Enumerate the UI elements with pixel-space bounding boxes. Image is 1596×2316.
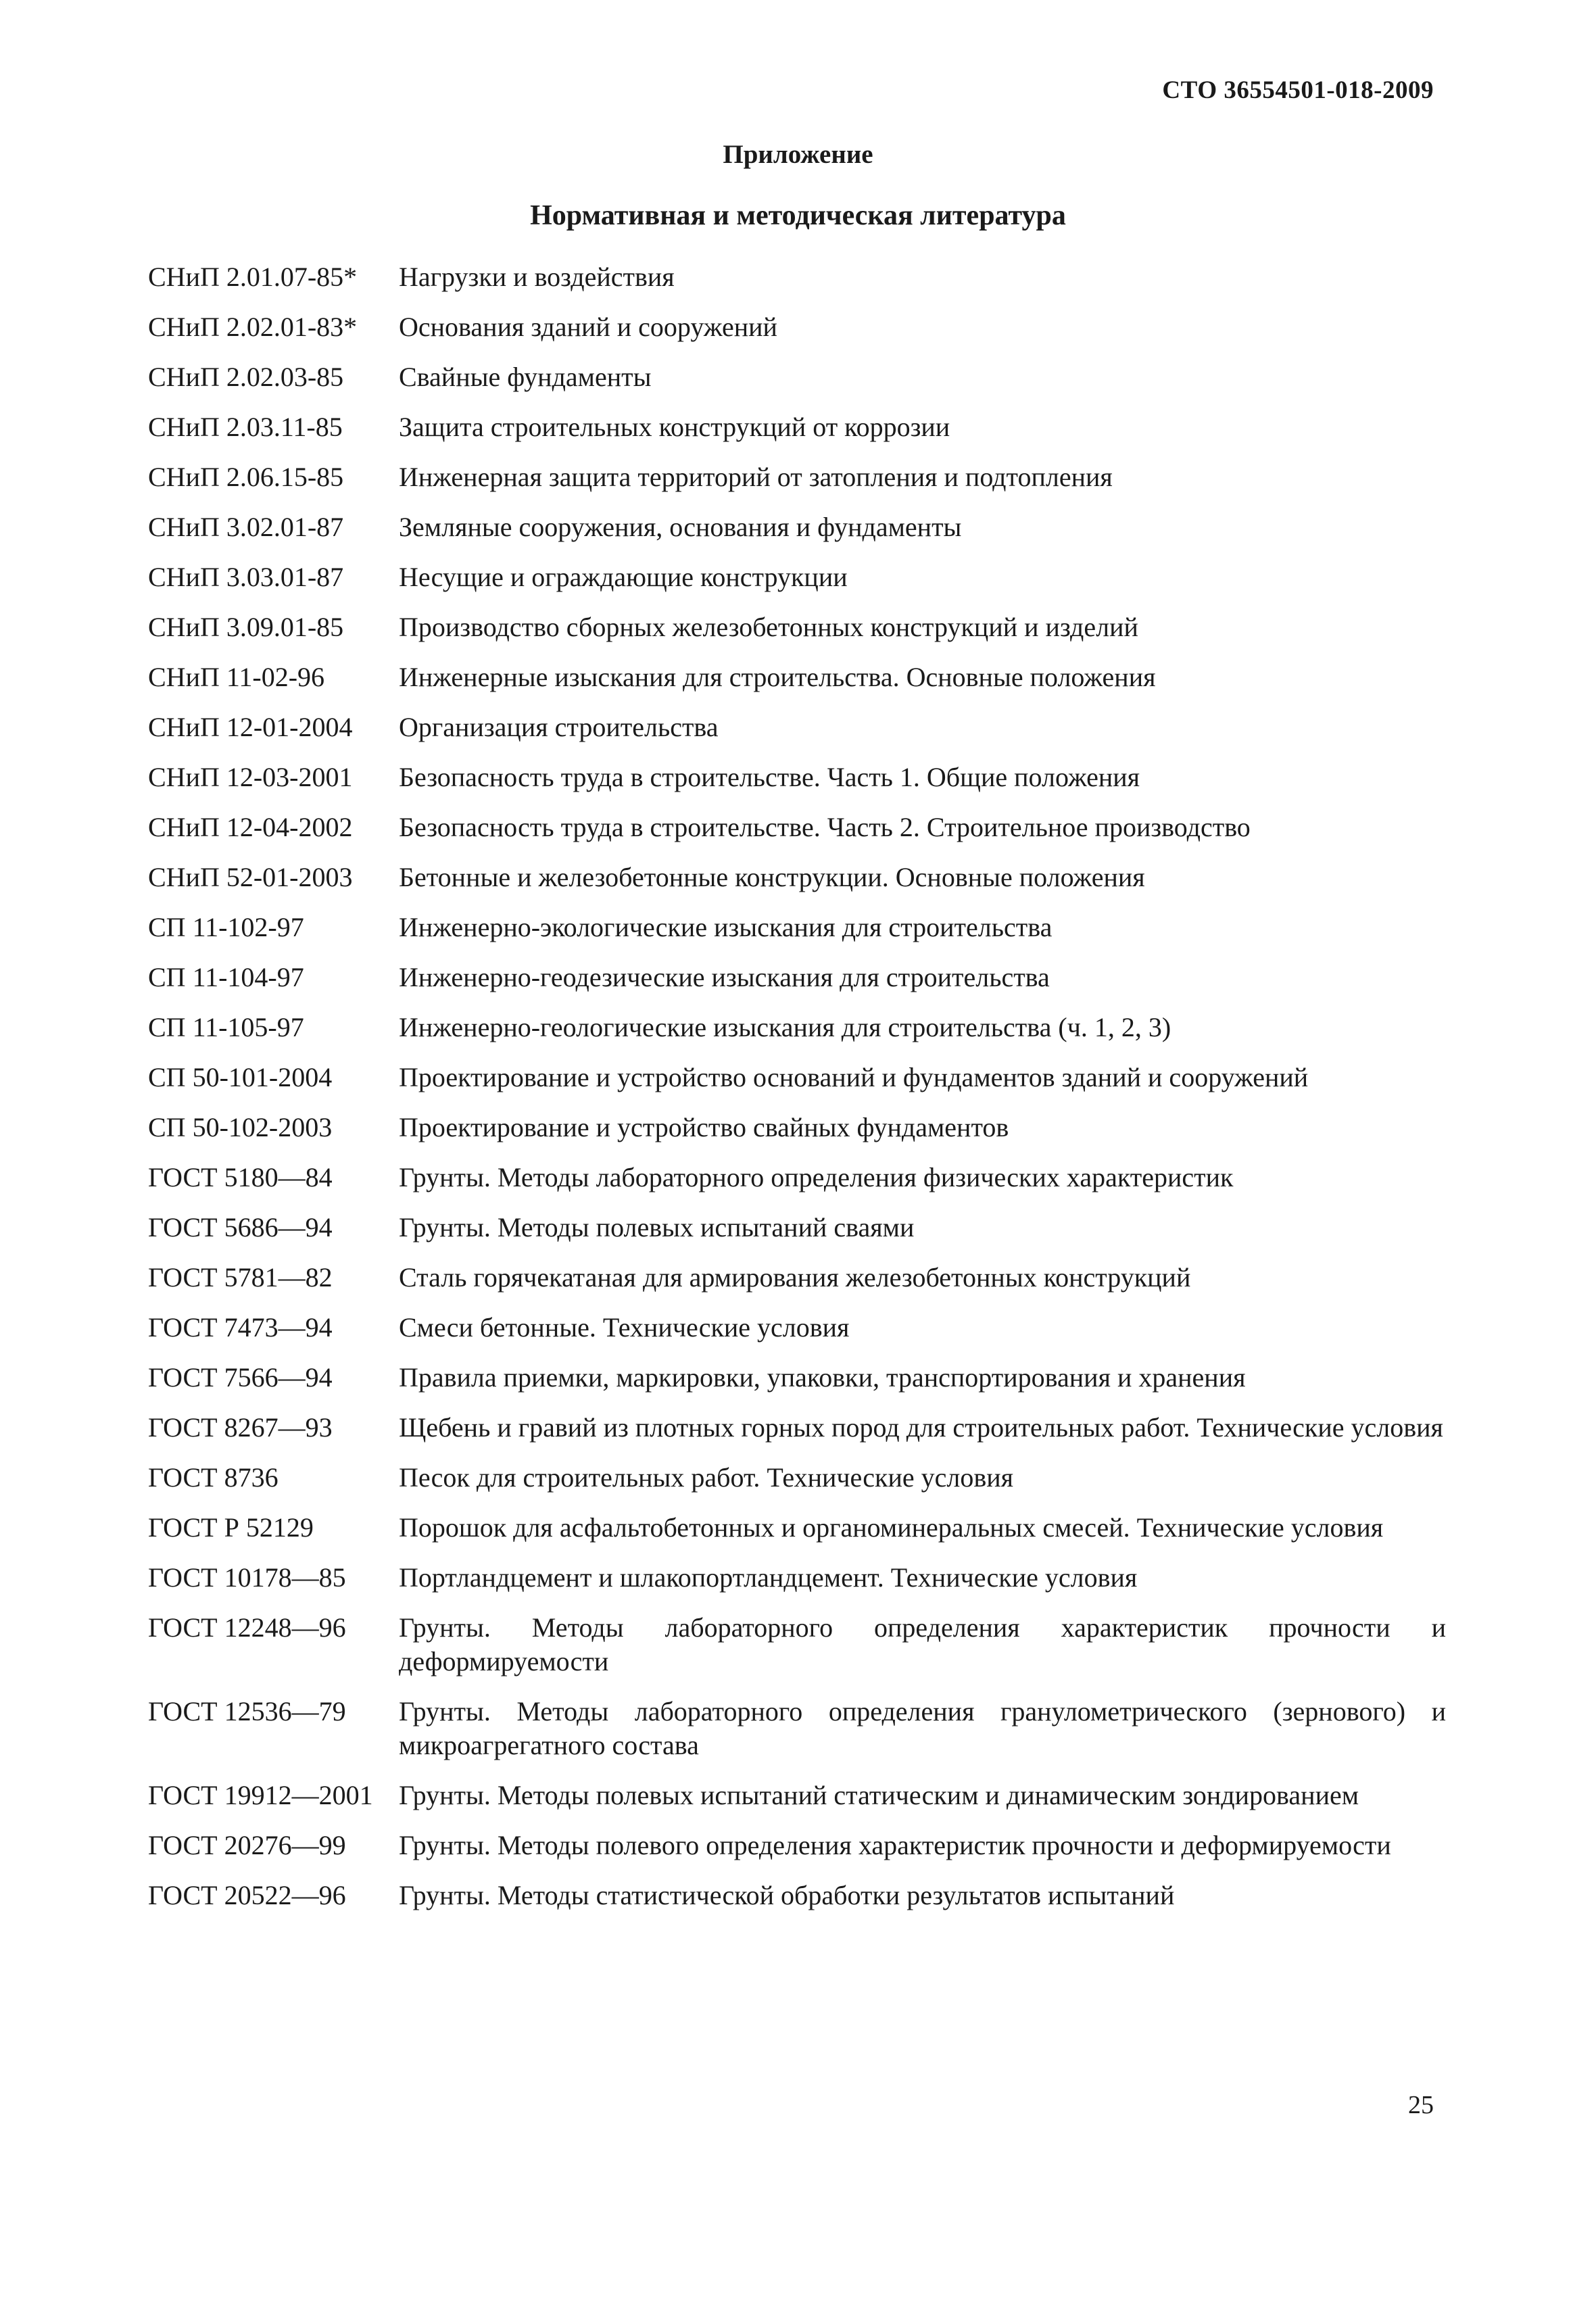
reference-list <box>148 260 1446 1912</box>
reference-code: СП 50-102-2003 <box>148 1112 333 1142</box>
reference-code: СП 11-104-97 <box>148 962 304 992</box>
reference-row <box>148 1211 1446 1245</box>
reference-code: СНиП 11-02-96 <box>148 662 325 692</box>
reference-row <box>148 861 1446 894</box>
reference-row <box>148 1511 1446 1545</box>
reference-title: Инженерная защита территорий от затопления и подтопления <box>399 462 1113 492</box>
reference-code: СП 50-101-2004 <box>148 1062 333 1092</box>
reference-row <box>148 460 1446 494</box>
reference-code: СП 11-102-97 <box>148 912 304 942</box>
reference-title: Нагрузки и воздействия <box>399 262 675 292</box>
reference-code: СНиП 2.01.07-85* <box>148 262 358 292</box>
page-number: 25 <box>1408 2091 1434 2119</box>
reference-code: ГОСТ 20522—96 <box>148 1880 346 1910</box>
reference-title: Грунты. Методы полевых испытаний сваями <box>399 1212 915 1243</box>
reference-row <box>148 360 1446 394</box>
reference-title: Земляные сооружения, основания и фундаменты <box>399 512 962 542</box>
reference-title: Инженерно-экологические изыскания для строительства <box>399 912 1053 942</box>
reference-title: Грунты. Методы полевых испытаний статическим и динамическим зондированием <box>399 1780 1359 1810</box>
reference-title: Инженерные изыскания для строительства. Основные положения <box>399 662 1156 692</box>
reference-row <box>148 911 1446 944</box>
reference-code: ГОСТ 7473—94 <box>148 1312 333 1343</box>
reference-code: ГОСТ 7566—94 <box>148 1362 333 1393</box>
reference-title: Сталь горячекатаная для армирования железобетонных конструкций <box>399 1262 1191 1293</box>
reference-row <box>148 310 1446 344</box>
reference-row <box>148 610 1446 644</box>
reference-title: Инженерно-геологические изыскания для строительства (ч. 1, 2, 3) <box>399 1012 1171 1042</box>
reference-title: Организация строительства <box>399 712 719 742</box>
reference-code: СНиП 3.03.01-87 <box>148 562 344 592</box>
reference-title: Инженерно-геодезические изыскания для строительства <box>399 962 1050 992</box>
reference-row <box>148 961 1446 994</box>
reference-row <box>148 1779 1446 1812</box>
reference-title: Несущие и ограждающие конструкции <box>399 562 848 592</box>
reference-title: Портландцемент и шлакопортландцемент. Технические условия <box>399 1562 1138 1593</box>
reference-row <box>148 1111 1446 1144</box>
reference-code: СНиП 2.02.03-85 <box>148 362 344 392</box>
reference-code: СНиП 3.09.01-85 <box>148 612 344 642</box>
reference-code: СНиП 2.03.11-85 <box>148 412 343 442</box>
reference-title: Песок для строительных работ. Технические условия <box>399 1462 1014 1493</box>
reference-title: Свайные фундаменты <box>399 362 652 392</box>
reference-code: СНиП 12-01-2004 <box>148 712 353 742</box>
reference-row <box>148 1261 1446 1295</box>
reference-code: ГОСТ 8267—93 <box>148 1412 333 1443</box>
reference-title: Бетонные и железобетонные конструкции. Основные положения <box>399 862 1145 892</box>
reference-row <box>148 660 1446 694</box>
reference-row <box>148 1061 1446 1094</box>
reference-row <box>148 1611 1446 1679</box>
reference-title: Грунты. Методы статистической обработки результатов испытаний <box>399 1880 1175 1910</box>
reference-code: ГОСТ 5781—82 <box>148 1262 333 1293</box>
reference-code: СНиП 2.06.15-85 <box>148 462 344 492</box>
reference-title: Производство сборных железобетонных конструкций и изделий <box>399 612 1138 642</box>
reference-title: Правила приемки, маркировки, упаковки, транспортирования и хранения <box>399 1362 1246 1393</box>
reference-title: Грунты. Методы лабораторного определения гранулометрического (зернового) и микроагрегатного состава <box>399 1696 1446 1760</box>
reference-row <box>148 510 1446 544</box>
reference-title: Смеси бетонные. Технические условия <box>399 1312 850 1343</box>
reference-row <box>148 560 1446 594</box>
reference-code: ГОСТ 20276—99 <box>148 1830 346 1860</box>
reference-code: СП 11-105-97 <box>148 1012 304 1042</box>
section-title: Нормативная и методическая литература <box>530 200 1066 231</box>
appendix-title: Приложение <box>723 140 873 169</box>
reference-row <box>148 710 1446 744</box>
reference-code: ГОСТ 5180—84 <box>148 1162 333 1192</box>
reference-title: Грунты. Методы лабораторного определения характеристик прочности и деформируемости <box>399 1612 1446 1676</box>
reference-row <box>148 1411 1446 1445</box>
reference-code: СНиП 3.02.01-87 <box>148 512 344 542</box>
reference-row <box>148 1879 1446 1912</box>
reference-title: Безопасность труда в строительстве. Часть 1. Общие положения <box>399 762 1140 792</box>
reference-row <box>148 1011 1446 1044</box>
reference-code: ГОСТ 8736 <box>148 1462 279 1493</box>
reference-title: Защита строительных конструкций от коррозии <box>399 412 950 442</box>
reference-row <box>148 410 1446 444</box>
reference-code: ГОСТ Р 52129 <box>148 1512 314 1543</box>
reference-row <box>148 1161 1446 1195</box>
reference-code: ГОСТ 10178—85 <box>148 1562 346 1593</box>
reference-code: СНиП 52-01-2003 <box>148 862 353 892</box>
document-code: СТО 36554501-018-2009 <box>1162 76 1434 104</box>
reference-title: Грунты. Методы полевого определения характеристик прочности и деформируемости <box>399 1830 1391 1860</box>
reference-title: Основания зданий и сооружений <box>399 312 777 342</box>
reference-row <box>148 811 1446 844</box>
reference-title: Щебень и гравий из плотных горных пород для строительных работ. Технические условия <box>399 1412 1443 1443</box>
reference-row <box>148 1461 1446 1495</box>
reference-row <box>148 1829 1446 1862</box>
reference-code: ГОСТ 12248—96 <box>148 1612 346 1643</box>
reference-code: ГОСТ 19912—2001 <box>148 1780 373 1810</box>
reference-title: Грунты. Методы лабораторного определения физических характеристик <box>399 1162 1234 1192</box>
reference-row <box>148 1311 1446 1345</box>
reference-code: ГОСТ 5686—94 <box>148 1212 333 1243</box>
reference-row <box>148 761 1446 794</box>
reference-code: ГОСТ 12536—79 <box>148 1696 346 1727</box>
reference-title: Проектирование и устройство свайных фундаментов <box>399 1112 1009 1142</box>
reference-title: Проектирование и устройство оснований и фундаментов зданий и сооружений <box>399 1062 1309 1092</box>
reference-row <box>148 1361 1446 1395</box>
reference-code: СНиП 2.02.01-83* <box>148 312 358 342</box>
reference-row <box>148 260 1446 294</box>
reference-code: СНиП 12-03-2001 <box>148 762 353 792</box>
reference-row <box>148 1561 1446 1595</box>
reference-title: Безопасность труда в строительстве. Часть 2. Строительное производство <box>399 812 1251 842</box>
reference-code: СНиП 12-04-2002 <box>148 812 353 842</box>
reference-title: Порошок для асфальтобетонных и органоминеральных смесей. Технические условия <box>399 1512 1384 1543</box>
reference-row <box>148 1695 1446 1762</box>
